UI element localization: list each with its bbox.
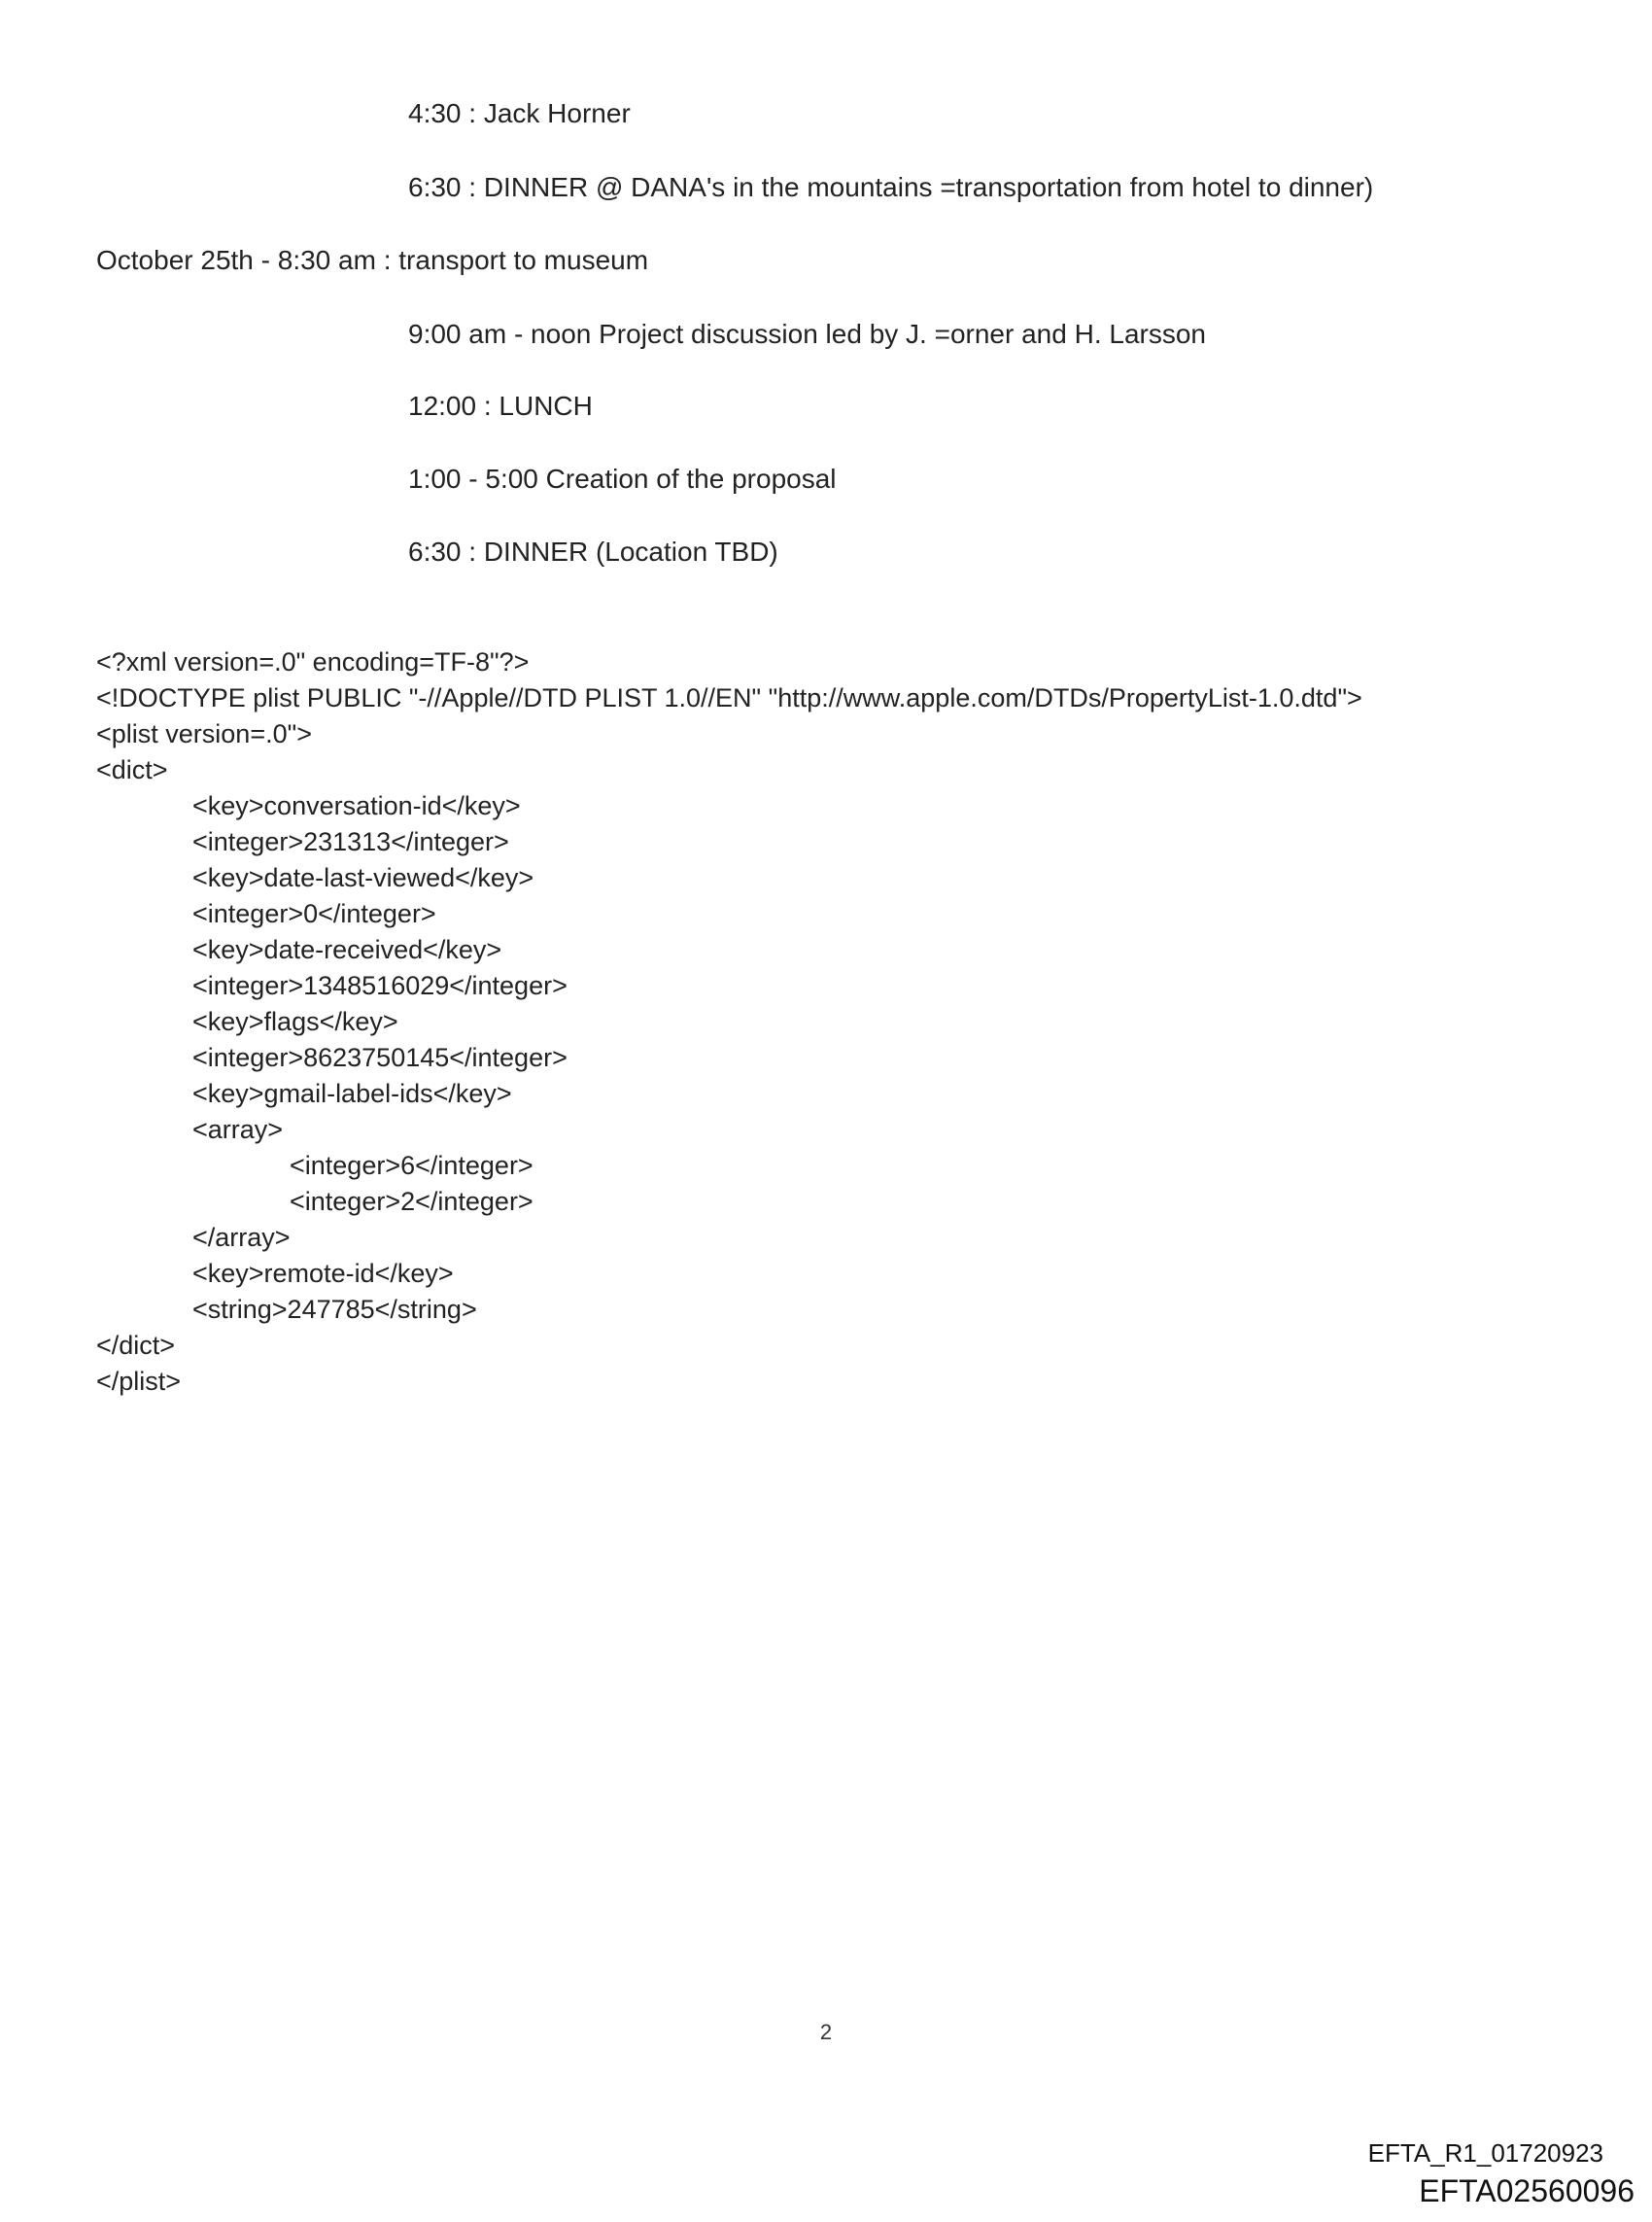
xml-line: <integer>0</integer>	[192, 899, 436, 928]
xml-line: <key>remote-id</key>	[192, 1259, 454, 1288]
bates-number-secondary: EFTA02560096	[1419, 2173, 1635, 2208]
xml-line: <integer>8623750145</integer>	[192, 1043, 568, 1072]
xml-dict-open: <dict>	[96, 755, 168, 784]
schedule-item: 12:00 : LUNCH	[408, 391, 593, 421]
xml-line: <key>conversation-id</key>	[192, 791, 521, 820]
xml-line: <integer>1348516029</integer>	[192, 971, 568, 1000]
xml-line: </array>	[192, 1223, 291, 1252]
schedule-item: 1:00 - 5:00 Creation of the proposal	[408, 464, 837, 494]
xml-doctype: <!DOCTYPE plist PUBLIC "-//Apple//DTD PLIST 1.0//EN" "http://www.apple.com/DTDs/PropertyList-1.0.dtd">	[96, 683, 1362, 712]
xml-plist-open: <plist version=.0">	[96, 719, 312, 748]
schedule-item: 6:30 : DINNER (Location TBD)	[408, 537, 778, 567]
xml-line: <key>gmail-label-ids</key>	[192, 1079, 512, 1108]
xml-declaration: <?xml version=.0" encoding=TF-8"?>	[96, 647, 530, 677]
xml-line: <key>date-last-viewed</key>	[192, 863, 534, 892]
xml-line: <key>flags</key>	[192, 1007, 398, 1036]
bates-number-primary: EFTA_R1_01720923	[1367, 2138, 1603, 2168]
xml-line: <array>	[192, 1115, 284, 1144]
schedule-item: 6:30 : DINNER @ DANA's in the mountains =transportation from hotel to dinner)	[408, 172, 1374, 202]
xml-array-item: <integer>6</integer>	[290, 1151, 533, 1180]
xml-plist-close: </plist>	[96, 1367, 182, 1396]
schedule-date-heading: October 25th - 8:30 am : transport to museum	[96, 245, 649, 275]
xml-line: <key>date-received</key>	[192, 935, 502, 964]
schedule-item: 4:30 : Jack Horner	[408, 98, 631, 128]
schedule-item: 9:00 am - noon Project discussion led by J. =orner and H. Larsson	[408, 319, 1206, 349]
xml-array-item: <integer>2</integer>	[290, 1187, 533, 1216]
xml-dict-close: </dict>	[96, 1331, 176, 1360]
xml-line: <integer>231313</integer>	[192, 827, 509, 856]
xml-line: <string>247785</string>	[192, 1295, 477, 1324]
page-number: 2	[819, 2020, 833, 2044]
